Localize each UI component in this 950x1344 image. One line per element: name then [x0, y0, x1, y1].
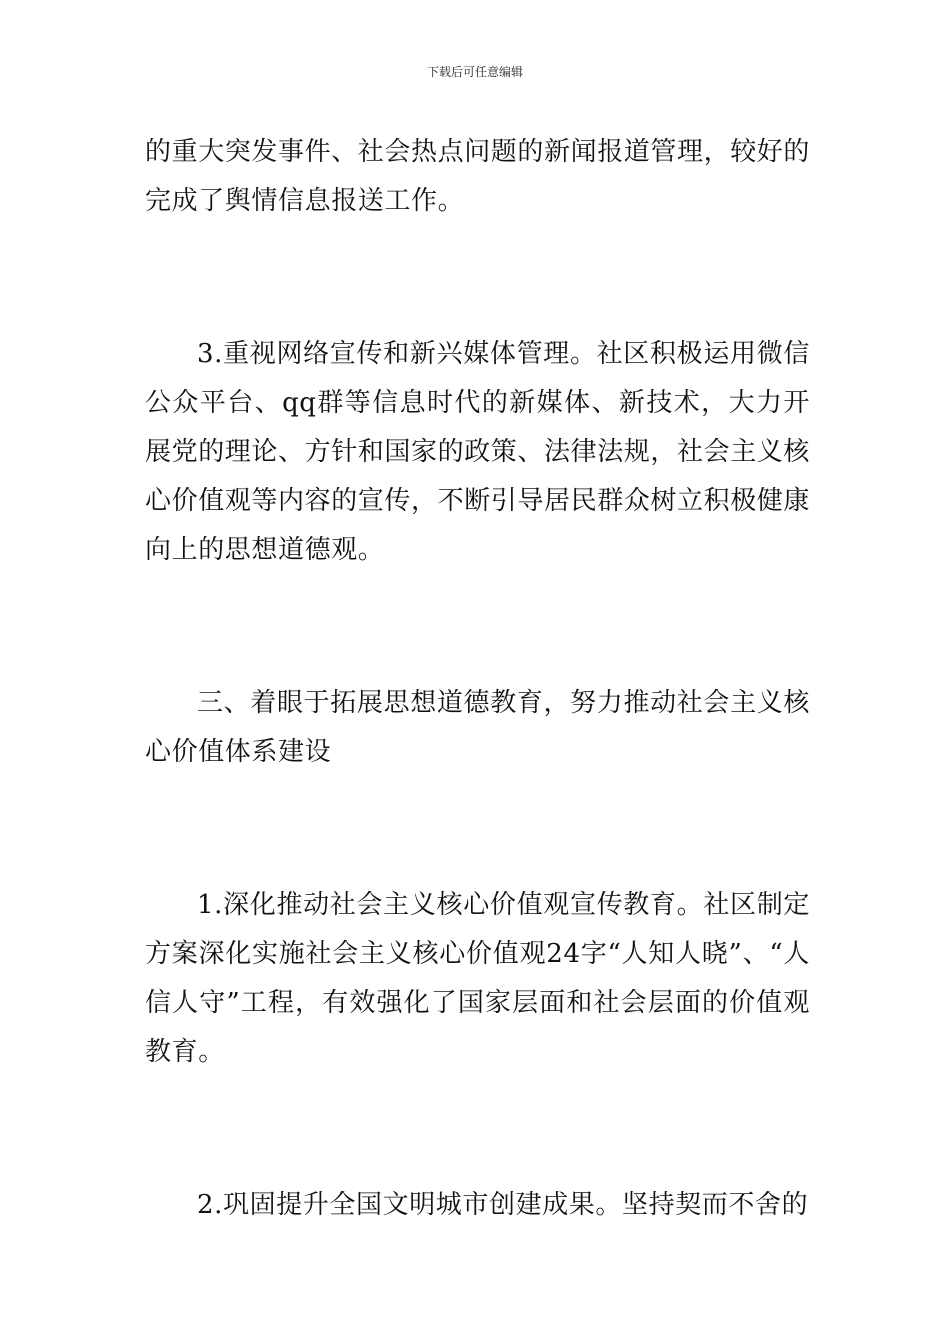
paragraph-continuation: 的重大突发事件、社会热点问题的新闻报道管理，较好的完成了舆情信息报送工作。	[145, 137, 811, 216]
paragraph-gap	[145, 575, 810, 679]
document-body	[145, 128, 810, 1230]
paragraph-item-2: 2.巩固提升全国文明城市创建成果。坚持契而不舍的	[197, 1190, 809, 1220]
paragraph-item-1: 1.深化推动社会主义核心价值观宣传教育。社区制定方案深化实施社会主义核心价值观24字“人知人晓”、“人信人守”工程，有效强化了国家层面和社会层面的价值观教育。	[145, 890, 810, 1067]
section-heading-3: 三、着眼于拓展思想道德教育，努力推动社会主义核心价值体系建设	[145, 688, 810, 767]
paragraph-gap	[145, 1077, 810, 1181]
page-header: 下载后可任意编辑	[426, 65, 523, 79]
paragraph-gap	[145, 226, 810, 330]
paragraph-gap	[145, 777, 810, 881]
paragraph-item-3: 3.重视网络宣传和新兴媒体管理。社区积极运用微信公众平台、qq群等信息时代的新媒体、新技术，大力开展党的理论、方针和国家的政策、法律法规，社会主义核心价值观等内容的宣传，不断引导居民群众树立积极健康向上的思想道德观。	[145, 339, 811, 565]
